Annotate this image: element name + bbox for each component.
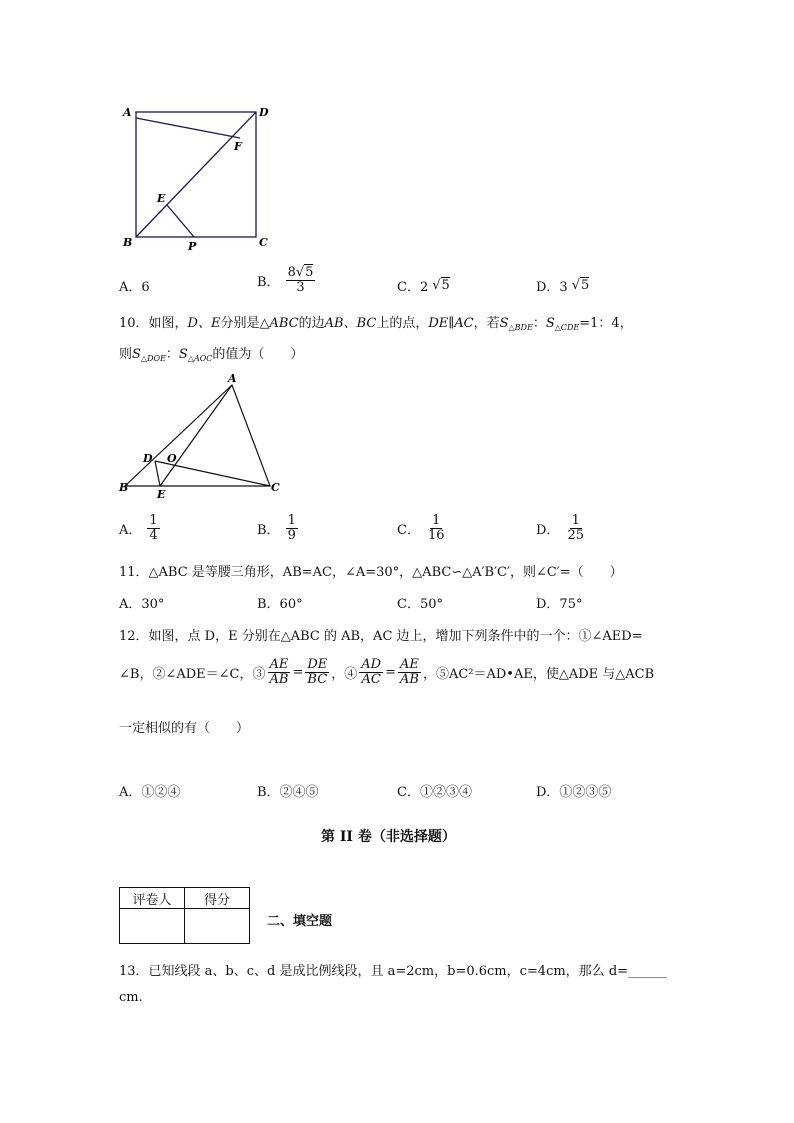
q12-option-d: D．①②③⑤ <box>536 785 612 800</box>
label-d: D <box>143 452 153 465</box>
q11-option-d: D．75° <box>536 597 583 612</box>
q10-option-b: B． $\frac{1}{9}$ <box>257 513 296 543</box>
label-a: A <box>228 372 237 385</box>
label-p: P <box>188 240 197 253</box>
q10-option-d: D． $\frac{1}{25}$ <box>536 513 584 543</box>
section-title: 第 II 卷（非选择题） <box>321 829 456 845</box>
q9-option-b: B． $\frac{8√5}{3}$ <box>257 265 314 295</box>
q12-line1: 12．如图，点 D，E 分别在△ABC 的 AB，AC 边上，增加下列条件中的一个：①∠AED= <box>119 629 643 644</box>
q12-option-b: B．②④⑤ <box>257 785 319 800</box>
q12-option-a: A．①②④ <box>119 785 181 800</box>
figure-triangle-abc <box>115 372 295 502</box>
q12-line2: ∠B，②∠ADE＝∠C，③ $\frac{AE}{AB}$ = $\frac{DE}{BC}$ ，④ $\frac{AD}{AC}$ = $\frac{AE}{AB}$ ，⑤AC²＝AD•AE，使△ADE 与△ACB <box>119 657 655 687</box>
q9-option-d: D．3 √5 <box>536 278 590 295</box>
label-a: A <box>123 106 132 119</box>
label-b: B <box>123 236 133 249</box>
q10-option-c: C． $\frac{1}{16}$ <box>397 513 445 543</box>
q9-option-c: C．2 √5 <box>397 278 450 295</box>
label-f: F <box>234 140 242 153</box>
q10-line1: 10．如图，D、E分别是△ABC的边AB、BC上的点，DE∥AC，若$S_{\triangle BDE}$：$S_{\triangle CDE}=1$：4， <box>119 316 633 332</box>
q13-line1: 13．已知线段 a、b、c、d 是成比例线段，且 a=2cm，b=0.6cm，c=4cm，那么 d=______ <box>119 964 668 979</box>
label-c: C <box>259 236 268 249</box>
table-header-score: 得分 <box>185 888 250 909</box>
q11-option-a: A．30° <box>119 597 165 612</box>
q12-option-c: C．①②③④ <box>397 785 472 800</box>
figure-square-abcd <box>115 100 285 260</box>
q9-option-b-fraction: $\frac{8√5}{3}$ <box>287 265 314 295</box>
table-header-grader: 评卷人 <box>120 888 185 909</box>
label-o: O <box>167 452 177 465</box>
q11-option-c: C．50° <box>397 597 443 612</box>
q9-option-a: A．6 <box>119 280 150 295</box>
label-e: E <box>157 488 166 501</box>
label-c: C <box>271 481 280 494</box>
q11-text: 11．△ABC 是等腰三角形，AB=AC，∠A=30°，△ABC∽△A′B′C′，则∠C′=（ ） <box>119 565 623 580</box>
label-d: D <box>259 106 269 119</box>
q12-line3: 一定相似的有（ ） <box>119 721 250 736</box>
q11-option-b: B．60° <box>257 597 303 612</box>
q10-option-a: A． $\frac{1}{4}$ <box>119 513 158 543</box>
q13-line2: cm. <box>119 990 143 1005</box>
table-cell-grader <box>120 909 185 944</box>
score-table <box>119 887 250 944</box>
section-heading: 二、填空题 <box>267 914 333 929</box>
table-cell-score <box>185 909 250 944</box>
label-b: B <box>119 481 129 494</box>
label-e: E <box>157 192 166 205</box>
q10-line2: 则$S_{\triangle DOE}$：$S_{\triangle AOC}$的值为（ ） <box>119 347 304 363</box>
